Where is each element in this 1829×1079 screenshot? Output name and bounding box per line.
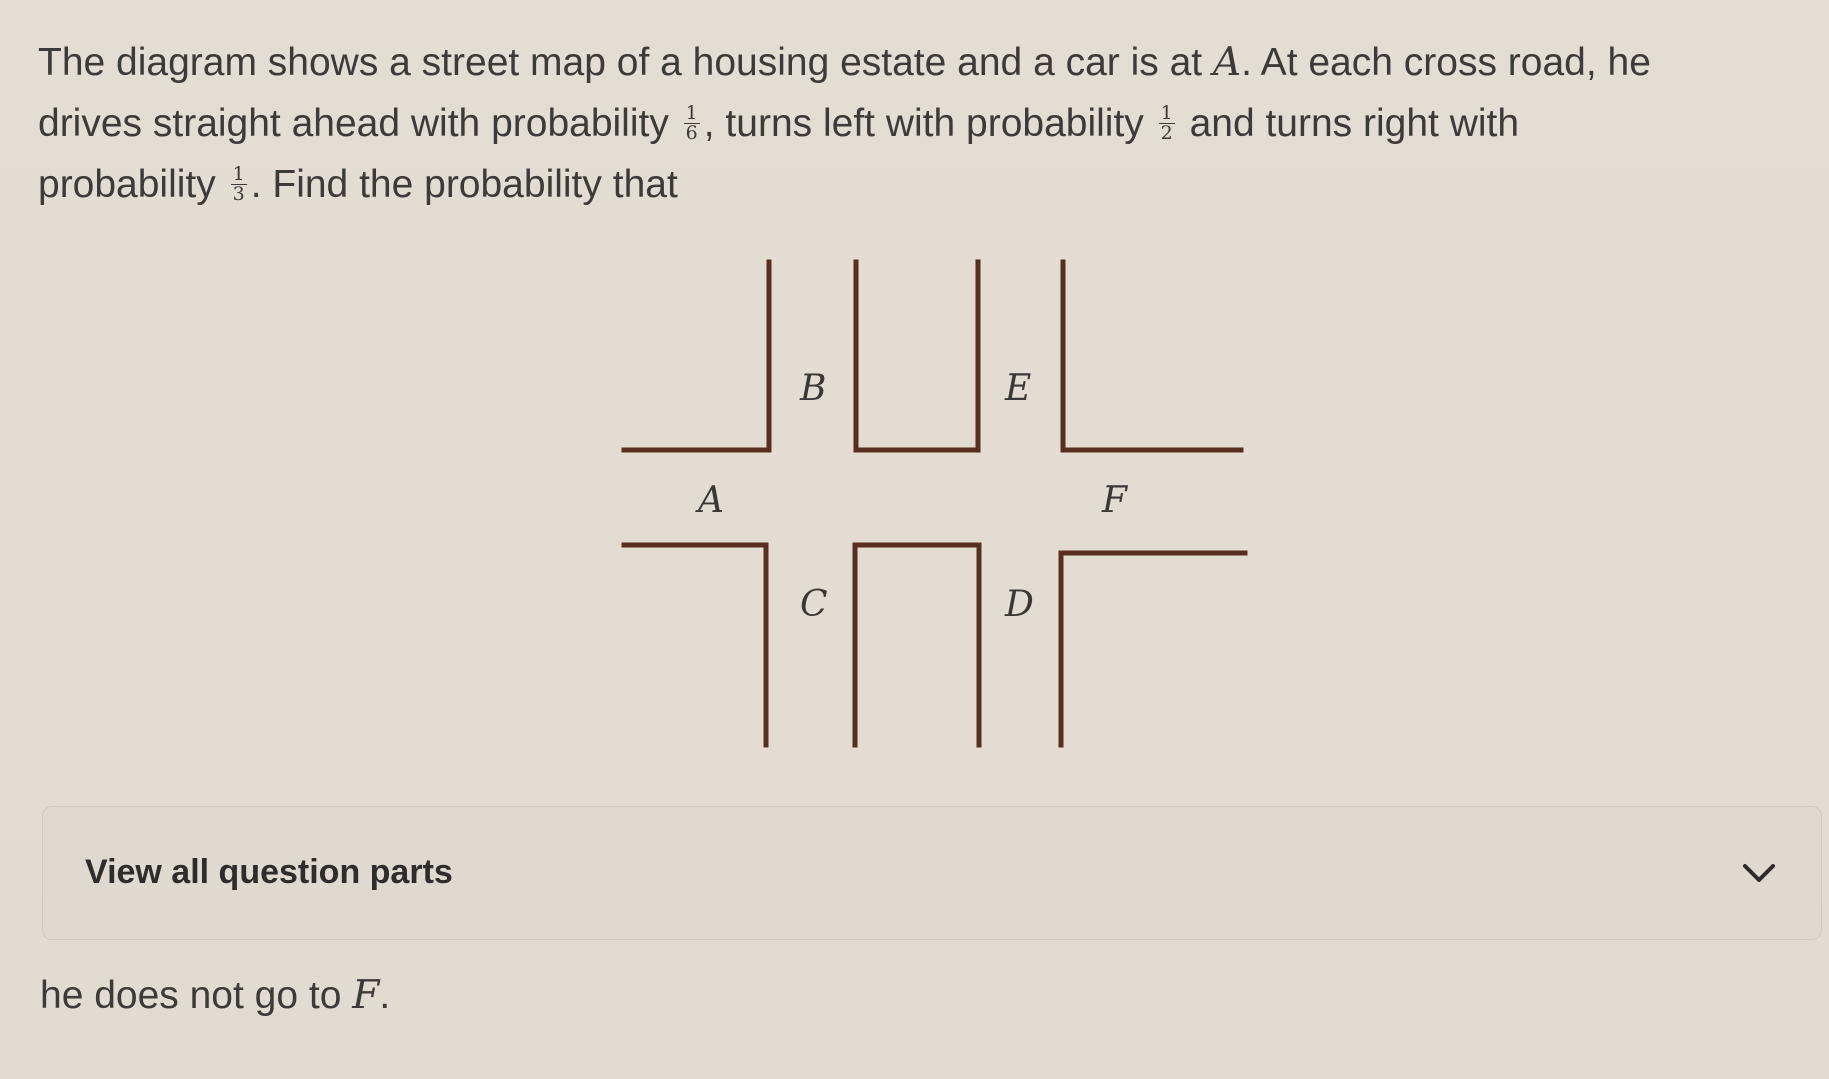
block-bottom-left: [624, 545, 766, 745]
label-d: D: [1005, 584, 1034, 625]
block-top-left: [624, 262, 769, 450]
question-part-text: he does not go to F.: [40, 973, 391, 1018]
view-all-question-parts-label: View all question parts: [85, 853, 453, 891]
label-a: A: [698, 480, 724, 521]
label-c: C: [800, 584, 828, 625]
question-text: [38, 32, 1798, 215]
fraction-one-third: $\frac{1}{3}$: [232, 163, 245, 206]
street-map-diagram: [600, 240, 1280, 760]
label-b: B: [800, 368, 827, 409]
variable-f: F: [352, 973, 380, 1018]
question-line-3: probability $\frac{1}{3}$ . Find the probability that: [38, 163, 678, 206]
question-line-1: The diagram shows a street map of a housing estate and a car is at A. At each cross road, he: [38, 40, 1651, 85]
street-map-svg: [600, 240, 1280, 760]
block-bottom-right: [1061, 553, 1245, 745]
fraction-one-sixth: $\frac{1}{6}$: [685, 102, 698, 145]
fraction-one-half: $\frac{1}{2}$: [1160, 102, 1173, 145]
variable-a: A: [1212, 40, 1242, 85]
block-bottom-middle: [855, 545, 979, 745]
question-line-2: drives straight ahead with probability $\frac{1}{6}$ , turns left with probability $\frac{1}{2}$ and turns right with: [38, 102, 1520, 145]
block-top-right: [1063, 262, 1241, 450]
view-all-question-parts-button[interactable]: [42, 806, 1822, 940]
label-f: F: [1102, 480, 1127, 521]
label-e: E: [1005, 368, 1032, 409]
chevron-down-icon[interactable]: [1737, 851, 1781, 895]
block-top-middle: [856, 262, 978, 450]
